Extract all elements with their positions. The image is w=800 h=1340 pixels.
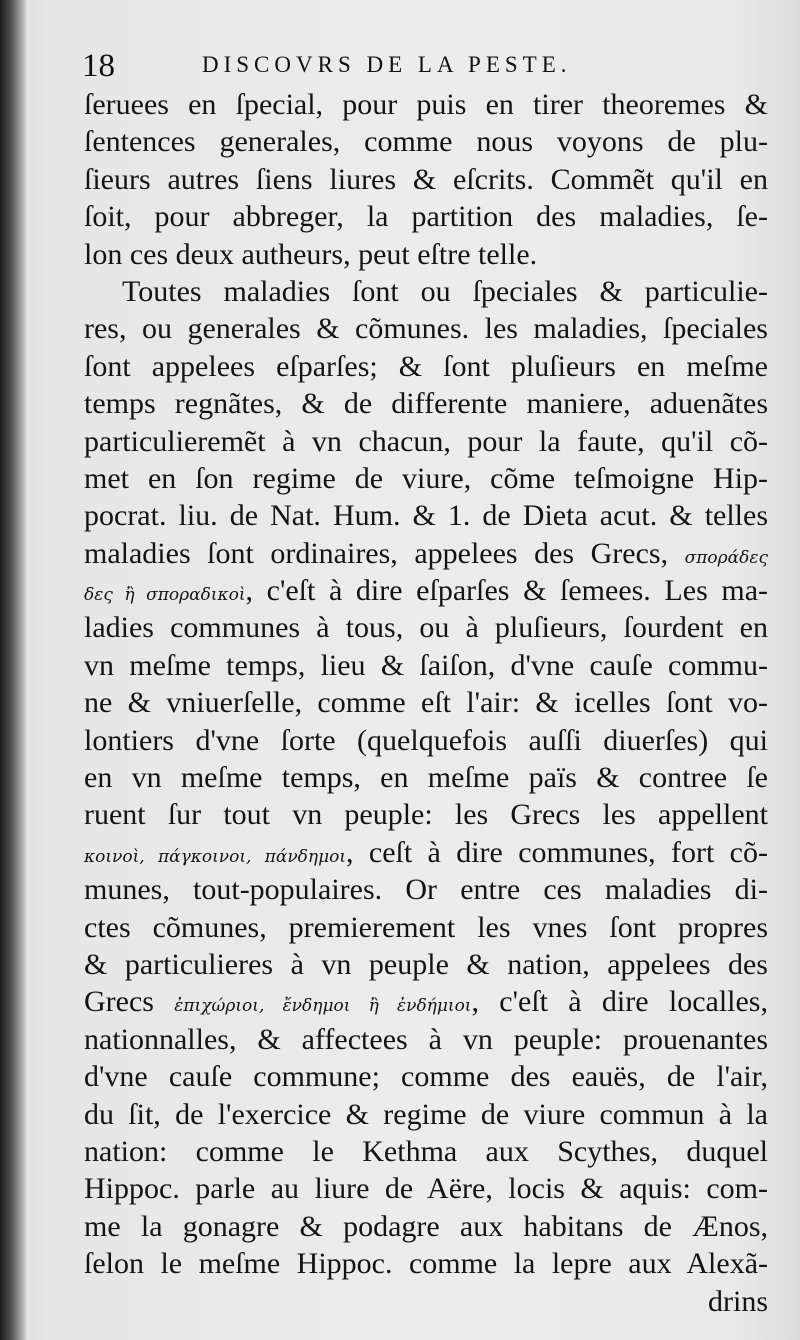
greek-term-pandemic: κοινοὶ, πάγκοινοι, πάνδημοι [84, 846, 347, 867]
body-text [84, 86, 768, 1320]
text-line-11: met en ſon regime de viure, cõme teſmoigne Hip- [84, 461, 768, 495]
text-line-22: munes, tout-populaires. Or entre ces maladies di- [84, 873, 768, 907]
greek-term-endemic: ἐπιχώριοι, ἔνδημοι ἢ ἐνδήμιοι [174, 996, 472, 1017]
greek-term-sporadic-b: δες ἢ σποραδικοὶ [84, 585, 246, 606]
text-line-24: & particulieres à vn peuple & nation, appelees des [84, 947, 768, 981]
text-line-17: ne & vniuerſelle, comme eſt l'air: & icelles ſont vo- [84, 686, 768, 720]
text-line-23: ctes cõmunes, premierement les vnes ſont propres [84, 910, 768, 944]
text-line-5: lon ces deux autheurs, peut eſtre telle. [84, 237, 538, 271]
text-line-13-latin: maladies ſont ordinaires, appelees des Grecs, [84, 536, 685, 570]
text-line-21 [84, 834, 768, 871]
text-line-10: particulieremẽt à vn chacun, pour la faute, qu'il cõ- [84, 424, 768, 458]
text-line-28: du ſit, de l'exercice & regime de viure commun à la [84, 1097, 768, 1131]
text-line-21-latin: , ceſt à dire communes, fort cõ- [346, 835, 768, 869]
page-gutter-shadow [0, 0, 26, 1340]
text-line-14 [84, 572, 768, 609]
text-line-12: pocrat. liu. de Nat. Hum. & 1. de Dieta acut. & telles [84, 499, 768, 533]
text-line-29: nation: comme le Kethma aux Scythes, duquel [84, 1134, 768, 1168]
text-line-1: ſeruees en ſpecial, pour puis en tirer theoremes & [84, 88, 768, 121]
text-line-9: temps regnãtes, & de differente maniere, aduenãtes [84, 387, 768, 421]
text-line-16: vn meſme temps, lieu & ſaiſon, d'vne cauſe commu- [84, 648, 768, 682]
text-line-19: en vn meſme temps, en meſme païs & contree ſe [84, 761, 768, 795]
text-line-32: ſelon le meſme Hippoc. comme la lepre aux Alexã- [84, 1247, 768, 1281]
text-line-25-latin-a: Grecs [84, 985, 175, 1019]
running-title: DISCOVRS DE LA PESTE. [202, 52, 572, 77]
page-number: 18 [82, 48, 115, 84]
text-line-6: Toutes maladies ſont ou ſpeciales & particulie- [122, 274, 768, 308]
text-line-14-latin: , c'eſt à dire eſparſes & ſemees. Les ma- [245, 574, 768, 608]
text-line-4: ſoit, pour abbreger, la partition des maladies, ſe- [84, 200, 768, 234]
page-header [82, 48, 762, 88]
text-line-25 [84, 983, 768, 1020]
text-line-26: nationnalles, & affectees à vn peuple: prouenantes [84, 1022, 768, 1056]
text-line-3: ſieurs autres ſiens liures & eſcrits. Commẽt qu'il en [84, 162, 768, 196]
text-line-2: ſentences generales, comme nous voyons de plu- [84, 125, 768, 159]
text-line-30: Hippoc. parle au liure de Aëre, locis & aquis: com- [84, 1172, 768, 1206]
text-line-31: me la gonagre & podagre aux habitans de Ænos, [84, 1209, 768, 1243]
text-line-7: res, ou generales & cõmunes. les maladies, ſpeciales [84, 312, 768, 346]
text-line-8: ſont appelees eſparſes; & ſont pluſieurs en meſme [84, 349, 768, 383]
text-line-18: lontiers d'vne ſorte (quelquefois auſſi diuerſes) qui [84, 723, 768, 757]
greek-term-sporadic-a: σποράδες [684, 547, 768, 568]
text-line-25-latin-b: , c'eſt à dire localles, [471, 985, 768, 1019]
catchword: drins [708, 1284, 768, 1318]
text-line-15: ladies communes à tous, ou à pluſieurs, ſourdent en [84, 611, 768, 645]
text-line-27: d'vne cauſe commune; comme des eauës, de l'air, [84, 1060, 768, 1094]
text-line-20: ruent ſur tout vn peuple: les Grecs les appellent [84, 798, 768, 832]
text-line-13 [84, 535, 768, 572]
